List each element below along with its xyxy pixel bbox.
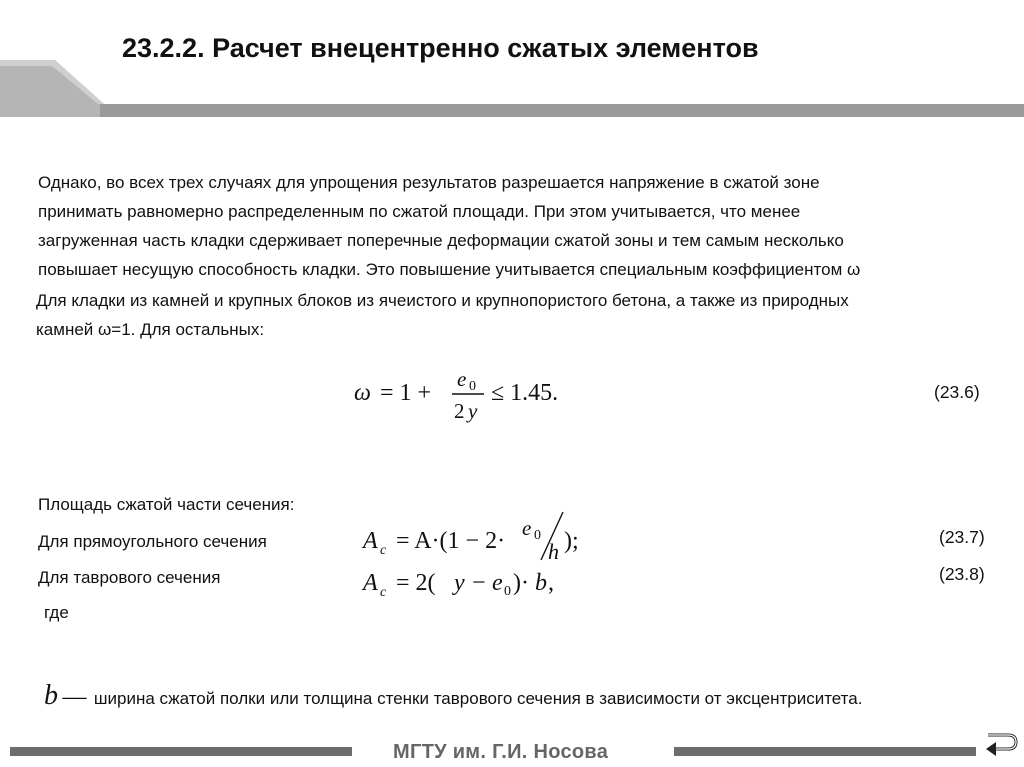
svg-text:e: e (492, 570, 503, 596)
intro-paragraph (38, 168, 860, 284)
paragraph-line: загруженная часть кладки сдерживает поперечные деформации сжатой зоны и тем самым несколько (38, 231, 844, 250)
svg-text:);: ); (564, 528, 579, 554)
svg-text:0: 0 (504, 584, 511, 599)
footer-organization: МГТУ им. Г.И. Носова (393, 741, 609, 763)
svg-text:y: y (454, 570, 465, 596)
svg-text:ω: ω (354, 380, 371, 406)
svg-text:)·: )· (513, 570, 529, 596)
svg-text:= 2(: = 2( (396, 570, 436, 596)
svg-text:0: 0 (534, 528, 541, 543)
formula-omega (350, 362, 600, 428)
paragraph-line: принимать равномерно распределенным по сжатой площади. При этом учитывается, что менее (38, 202, 801, 221)
svg-text:= 1 +: = 1 + (380, 380, 432, 406)
svg-text:A: A (363, 528, 378, 554)
svg-text:= A·(1 − 2·: = A·(1 − 2· (396, 528, 506, 554)
rect-section-label: Для прямоугольного сечения (38, 532, 267, 551)
svg-text:2: 2 (454, 399, 465, 423)
svg-text:c: c (380, 543, 387, 558)
svg-text:e: e (522, 516, 532, 540)
svg-text:0: 0 (469, 379, 476, 394)
equation-number: (23.8) (939, 564, 985, 584)
page-title: 23.2.2. Расчет внецентренно сжатых элементов (122, 33, 759, 63)
where-label: где (44, 603, 69, 622)
area-heading: Площадь сжатой части сечения: (38, 495, 295, 514)
header-decoration (0, 60, 110, 118)
b-symbol: b (44, 680, 58, 711)
formula-rect-area (358, 508, 598, 568)
svg-text:b: b (535, 570, 547, 596)
svg-text:−: − (472, 570, 486, 596)
masonry-paragraph (36, 286, 849, 344)
formula-tee-area (358, 560, 598, 604)
svg-text:≤ 1.45.: ≤ 1.45. (491, 380, 559, 406)
b-definition (44, 680, 862, 712)
svg-text:h: h (548, 539, 559, 564)
return-arrow-icon[interactable] (984, 727, 1020, 757)
svg-text:e: e (457, 367, 467, 391)
equation-number: (23.7) (939, 527, 985, 547)
header-rule (100, 104, 1024, 117)
paragraph-line: камней ω=1. Для остальных: (36, 320, 265, 339)
equation-number: (23.6) (934, 382, 980, 402)
svg-text:c: c (380, 585, 387, 600)
svg-text:A: A (363, 570, 378, 596)
footer-rule-right (674, 747, 976, 756)
tee-section-label: Для таврового сечения (38, 568, 221, 587)
b-definition-text: ширина сжатой полки или толщина стенки таврового сечения в зависимости от эксцентриситета. (93, 689, 863, 708)
footer-rule-left (10, 747, 352, 756)
svg-text:,: , (548, 570, 554, 596)
svg-text:y: y (468, 399, 478, 423)
paragraph-line: Однако, во всех трех случаях для упрощения результатов разрешается напряжение в сжатой зоне (38, 173, 820, 192)
b-dash: — (62, 684, 87, 710)
paragraph-line: Для кладки из камней и крупных блоков из ячеистого и крупнопористого бетона, а также из природных (36, 291, 849, 310)
paragraph-line: повышает несущую способность кладки. Это повышение учитывается специальным коэффициентом ω (38, 260, 861, 279)
